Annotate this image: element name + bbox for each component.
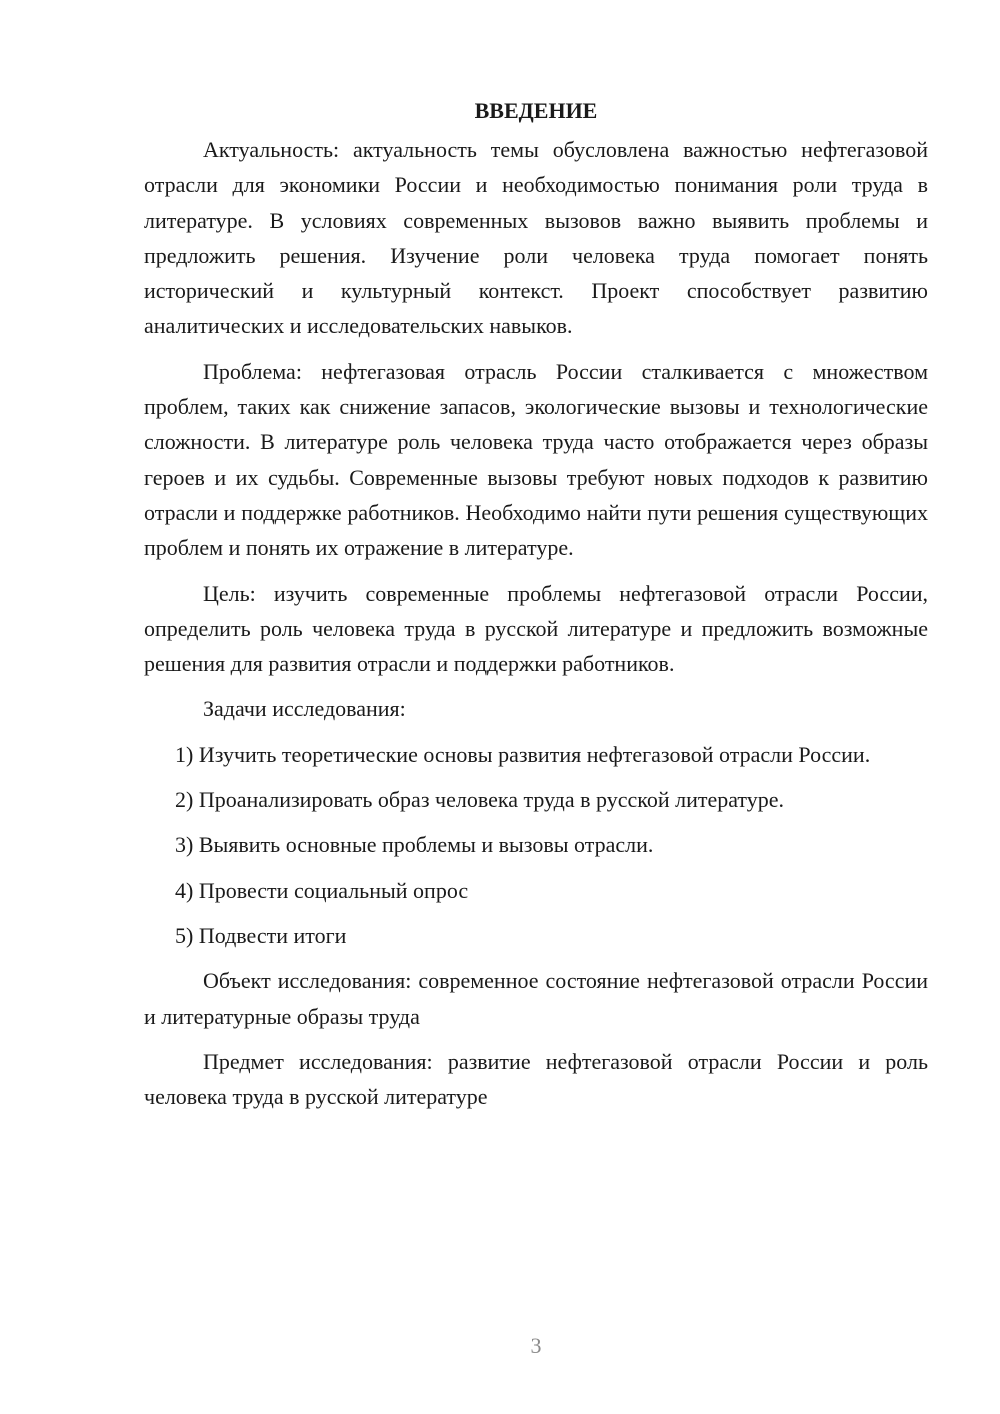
task-item-4: 4) Провести социальный опрос [175, 877, 469, 903]
page-number: 3 [530, 1333, 542, 1358]
paragraph-goal: Цель: изучить современные проблемы нефтегазовой отрасли России, определить роль человека труда в русской литературе и предложить возможные решения для развития отрасли и поддержки работников. [144, 580, 928, 677]
document-body [144, 94, 928, 1124]
paragraph-object: Объект исследования: современное состояние нефтегазовой отрасли России и литературные образы труда [144, 968, 928, 1029]
task-item-2: 2) Проанализировать образ человека труда в русской литературе. [175, 787, 785, 813]
task-item-1: 1) Изучить теоретические основы развития нефтегазовой отрасли России. [175, 741, 871, 767]
paragraph-problem: Проблема: нефтегазовая отрасль России сталкивается с множеством проблем, таких как снижение запасов, экологические вызовы и технологические сложности. В литературе роль человека труда часто отображается через образы героев и их судьбы. Современные вызовы требуют новых подходов к развитию отрасли и поддержке работников. Необходимо найти пути решения существующих проблем и понять их отражение в литературе. [144, 358, 928, 561]
task-item-3: 3) Выявить основные проблемы и вызовы отрасли. [175, 832, 654, 858]
task-item-5: 5) Подвести итоги [175, 922, 347, 948]
tasks-title: Задачи исследования: [203, 696, 406, 722]
paragraph-relevance: Актуальность: актуальность темы обусловлена важностью нефтегазовой отрасли для экономики России и необходимостью понимания роли труда в литературе. В условиях современных вызовов важно выявить проблемы и предложить решения. Изучение роли человека труда помогает понять исторический и культурный контекст. Проект способствует развитию аналитических и исследовательских навыков. [144, 137, 928, 339]
section-heading: ВВЕДЕНИЕ [474, 98, 598, 123]
paragraph-subject: Предмет исследования: развитие нефтегазовой отрасли России и роль человека труда в русской литературе [144, 1048, 928, 1110]
